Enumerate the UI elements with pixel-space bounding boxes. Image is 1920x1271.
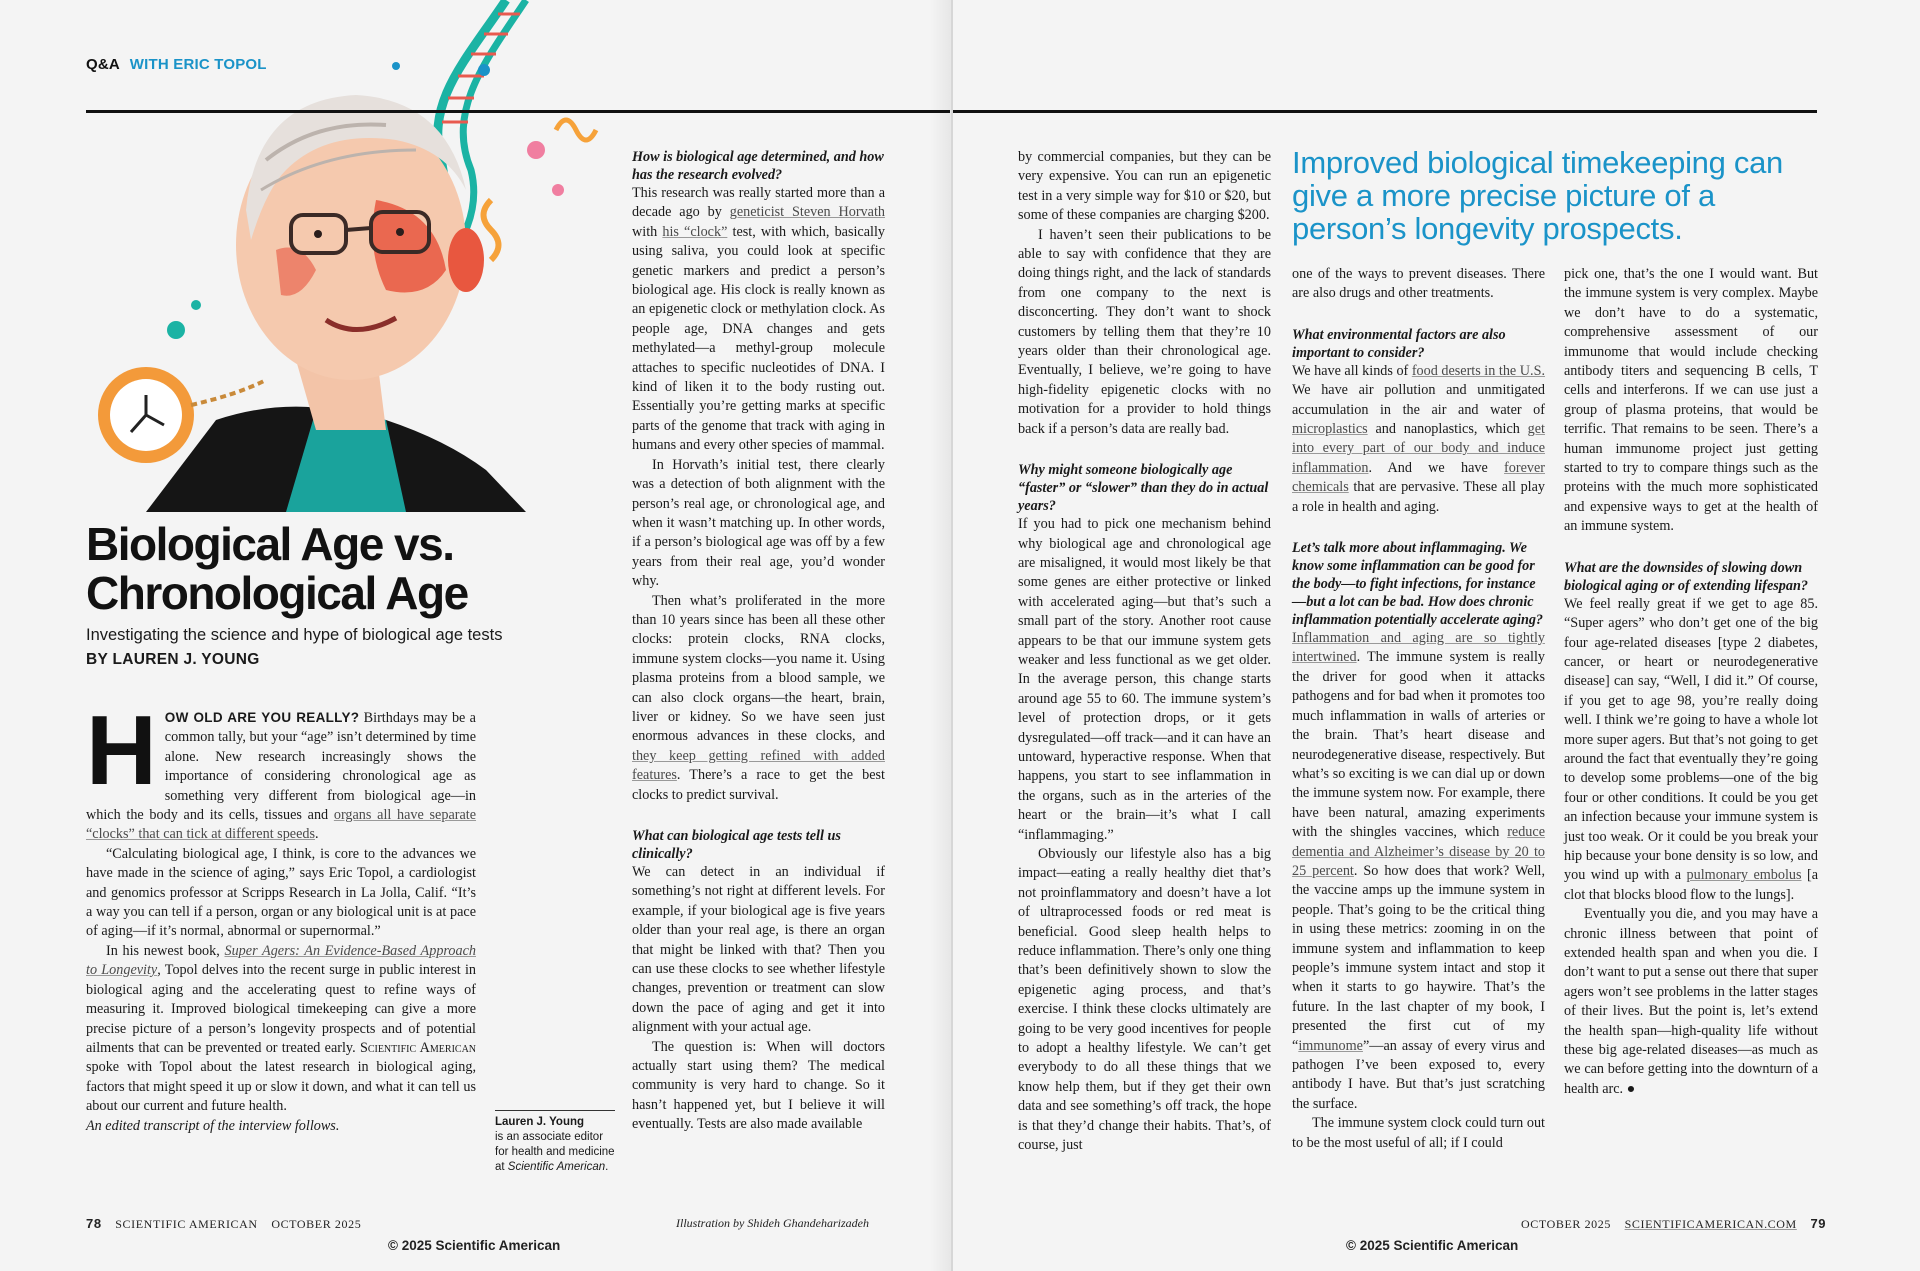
intro-paragraph xyxy=(86,695,477,845)
text-span: Then what’s proliferated in the more than 10 years since has been all these other clocks: protein clocks, RNA clocks, immune system clocks—you name it. Using plasma proteins from a blood sample, we can also clock organs—the heart, brain, liver or kidney. So we have seen just enormous advances in these clocks, and xyxy=(632,592,885,745)
text-span: . xyxy=(315,826,319,843)
pull-quote: Improved biological timekeeping can give a more precise picture of a person’s longevity prospects. xyxy=(1292,145,1783,246)
question: What environmental factors are also important to consider? xyxy=(1292,326,1506,361)
text-span: spoke with Topol about the latest research in biological aging, factors that might speed it up or slow it down, and what it can tell us about our current and future health. xyxy=(86,1059,476,1115)
column-1 xyxy=(86,695,477,1136)
answer: If you had to pick one mechanism behind why biological age and chronological age are misaligned, it would most likely be that some genes are either protective or linked with accelerated aging—but that’s such a small part of the story. Another root cause appears to be that our immune system gets weaker and less functional as we get older. In the average person, this change starts around age 55 to 60. The immune system’s level of protection drops, or it gets dysregulated—off track—and it can have an untoward, hyperactive response. When that happens, you start to see inflammation in the organs, such as in the arteries of the heart or the brain—it’s what I call “inflammaging.” xyxy=(1018,516,1271,843)
headline-line-1: Biological Age vs. xyxy=(86,518,454,570)
illustration-credit: Illustration by Shideh Ghandeharizadeh xyxy=(676,1216,869,1230)
column-4 xyxy=(1292,265,1545,1153)
right-folio xyxy=(1521,1216,1826,1232)
question: Why might someone biologically age “faster” or “slower” than they do in actual years? xyxy=(1018,462,1269,515)
text-span: and nanoplastics, which xyxy=(1367,421,1528,438)
section-subject: WITH ERIC TOPOL xyxy=(129,56,267,73)
text-span: Birthdays may be a common tally, but your “age” isn’t determined by time alone. New research increasingly shows the importance of considering chronological age as something very different from biological age—in which the body and its cells, tissues and xyxy=(86,710,476,824)
folio-date: OCTOBER 2025 xyxy=(271,1217,362,1231)
portrait-illustration xyxy=(86,0,616,512)
article-link[interactable]: his “clock” xyxy=(662,223,728,240)
answer xyxy=(1564,595,1818,906)
text-span: . The immune system is really the driver for good when it attacks pathogens and for bad when it promotes too much inflammation in walls of arteries or the brain. That’s heart disease and neurodegenerative disease, respectively. But what’s so exciting is we can dial up or down the immune system now. For example, there have been natural, amazing experiments with the shingles vaccines, which xyxy=(1292,649,1545,841)
article-link[interactable]: microplastics xyxy=(1292,421,1368,438)
text-span: [a clot that blocks blood flow to the lungs]. xyxy=(1564,867,1818,903)
question: What are the downsides of slowing down biological aging or of extending lifespan? xyxy=(1564,559,1808,594)
left-folio xyxy=(86,1216,361,1232)
lead-in: OW OLD ARE YOU REALLY? xyxy=(164,710,360,725)
paragraph: by commercial companies, but they can be very expensive. You can run an epigenetic test in a very simple way for $10 or $20, but some of these companies are charging $200. xyxy=(1018,149,1271,224)
author-bio xyxy=(495,1110,615,1175)
paragraph xyxy=(1564,905,1818,1099)
text-span: We have air pollution and unmitigated accumulation in the air and water of xyxy=(1292,382,1545,418)
copyright-notice: © 2025 Scientific American xyxy=(1346,1238,1519,1253)
question: How is biological age determined, and how has the research evolved? xyxy=(632,149,884,183)
text-span: that are pervasive. These all play a role in health and aging. xyxy=(1292,479,1545,515)
folio-date: OCTOBER 2025 xyxy=(1521,1217,1611,1231)
article-link[interactable]: they keep getting refined with added features xyxy=(632,747,885,784)
portrait-illustration-graphic xyxy=(86,0,616,512)
question: What can biological age tests tell us clinically? xyxy=(632,828,841,862)
dropcap: H xyxy=(86,695,157,805)
bio-publication: Scientific American xyxy=(507,1161,606,1173)
bio-text: . xyxy=(605,1161,609,1173)
headline-line-2: Chronological Age xyxy=(86,567,468,619)
question: Let’s talk more about inflammaging. We know some inflammation can be good for the body—to fight infections, for instance—but a lot can be bad. How does chronic inflammation potentially accelerate aging? xyxy=(1292,540,1544,629)
text-span: Eventually you die, and you may have a chronic illness between that point of extended health span and when you die. I don’t want to put a sense out there that super agers won’t see problems in the latter stages of their lives. But the point is, let’s extend the health span—high-quality life without these big age-related diseases—as much as we can before getting into the downturn of a health arc. xyxy=(1564,906,1818,1097)
article-link[interactable]: pulmonary embolus xyxy=(1686,867,1802,884)
paragraph xyxy=(86,942,476,1117)
column-2 xyxy=(632,148,885,1135)
paragraph: Obviously our lifestyle also has a big impact—eating a really healthy diet that’s not proinflammatory and doesn’t have a lot of ultraprocessed foods or red meat is beneficial. Good sleep health helps to reduce inflammation. There’s only one thing that’s been definitively shown to slow the epigenetic aging process, and that’s exercise. I think these clocks ultimately are going to be very good incentives for people to adopt a healthy lifestyle. We can’t get everybody to do all these things that we know help them, but if they get their own data and see something’s off track, the hope is that they’d change their habits. That’s, of course, just xyxy=(1018,846,1271,1154)
transcript-note: An edited transcript of the interview follows. xyxy=(86,1117,340,1134)
article-link[interactable]: get into every part of our body and induce inflammation xyxy=(1292,421,1545,476)
left-page xyxy=(0,0,952,1271)
paragraph: “Calculating biological age, I think, is core to the advances we have made in the science of aging,” says Eric Topol, a cardiologist and genomics professor at Scripps Research in La Jolla, Calif. “It’s a way you can tell if a person, organ or any biological unit is at pace of aging—if it’s normal, abnormal or supernormal.” xyxy=(86,845,476,940)
page-number: 78 xyxy=(86,1216,102,1231)
publication-name: Scientific American xyxy=(359,1039,477,1056)
article-dek: Investigating the science and hype of biological age tests xyxy=(86,626,503,644)
article-headline xyxy=(86,520,526,618)
paragraph: The question is: When will doctors actually start using them? The medical community is very hard to change. So it hasn’t happened yet, but I believe it will eventually. Tests are also made available xyxy=(632,1038,885,1133)
text-span: with xyxy=(632,223,663,240)
column-5 xyxy=(1564,265,1818,1099)
paragraph: The immune system clock could turn out to be the most useful of all; if I could xyxy=(1292,1115,1545,1151)
copyright-notice: © 2025 Scientific American xyxy=(388,1238,561,1253)
answer xyxy=(632,184,885,456)
text-span: . So how does that work? Well, the vaccine amps up the immune system in people. That’s going to be the critical thing in using these metrics: zooming in on the immune system and inflammation to keep people’s immune system intact and stop it when it starts to go haywire. That’s the future. In the last chapter of my book, I presented the first cut of my “ xyxy=(1292,862,1545,1054)
answer: We can detect in an individual if something’s not right at different levels. For example, if your biological age is five years older than your real age, is there an organ that might be linked with that? Then you can use these clocks to see whether lifestyle changes, prevention or treatment can slow down the pace of aging and get it into alignment with your actual age. xyxy=(632,864,885,1036)
bio-text: is an associate editor for health and medicine at xyxy=(495,1131,615,1173)
paragraph: I haven’t seen their publications to be able to say with confidence that they are doing things right, and the lack of standards from one company to the next is disconcerting. They don’t want to shock customers by telling them that they’re 10 years older than their chronological age. Eventually, I believe, we’re going to have high-fidelity epigenetic clocks with no motivation for a provider to hold things back if a person’s data are really bad. xyxy=(1018,226,1271,437)
paragraph: In Horvath’s initial test, there clearly was a detection of both alignment with the person’s real age, or chronological age, and when it wasn’t matching up. In other words, if a person’s biological age was off by a few years from their real age, you’d wonder why. xyxy=(632,456,885,590)
text-span: test, with which, basically using saliva, you could look at specific genetic markers and predict a person’s biological age. His clock is really known as an epigenetic clock or methylation clock. As people age, DNA changes and gets methylated—a methyl-group molecule attaches to specific nucleotides of DNA. I kind of liken it to the body rusting out. Essentially you’re getting marks at specific parts of the genome that track with aging in humans and every other species of mammal. xyxy=(632,223,886,454)
website-link[interactable]: SCIENTIFICAMERICAN.COM xyxy=(1624,1217,1797,1231)
answer xyxy=(1292,362,1545,517)
column-3 xyxy=(1018,148,1271,1156)
folio-publication: SCIENTIFIC AMERICAN xyxy=(115,1217,258,1231)
book-link[interactable]: Super Agers: An Evidence-Based Approach to Longevity xyxy=(86,942,476,979)
paragraph xyxy=(632,592,885,805)
article-link[interactable]: food deserts in the U.S. xyxy=(1411,362,1546,379)
text-span: ”—an assay of every virus and pathogen I’ve been exposed to, every antibody I have. But that’s just scratching the surface. xyxy=(1292,1037,1545,1112)
header-rule-right xyxy=(953,110,1817,113)
article-link[interactable]: immunome xyxy=(1298,1037,1363,1054)
right-page xyxy=(953,0,1920,1271)
author-name: Lauren J. Young xyxy=(495,1116,585,1128)
answer xyxy=(1292,629,1545,1114)
text-span: In his newest book, xyxy=(106,942,225,959)
article-byline: BY LAUREN J. YOUNG xyxy=(86,651,260,668)
article-link[interactable]: Inflammation and aging are so tightly intertwined xyxy=(1292,630,1545,666)
article-link[interactable]: organs all have separate “clocks” that can tick at different speeds xyxy=(86,807,477,843)
page-number: 79 xyxy=(1810,1216,1827,1231)
text-span: We feel really great if we get to age 85. “Super agers” who don’t get one of the big four age-related diseases [type 2 diabetes, cancer, or heart or neurodegenerative disease] can say, “Well, I did it.” Of course, if you get to age 98, you’re really doing well. I think we’re going to have a whole lot more super agers. But that’s not going to get around the fact that eventually they’re going to develop some problems—one of the big four or other conditions. It could be you get an infection because your immune system is just too weak. Or it could be you break your hip because your bone density is so low, and you wind up with a xyxy=(1564,595,1818,884)
article-link[interactable]: geneticist Steven Horvath xyxy=(729,204,885,221)
paragraph: pick one, that’s the one I would want. But the immune system is very complex. Maybe we don’t have to do a systematic, comprehensive assessment of our immunome that would include checking antibody titers and sequencing B cells, T cells and interferons. If we can use just a group of plasma proteins, that would be terrific. That remains to be seen. There’s a human immunome project just getting started to try to compare things such as the proteins with the much more sophisticated and expensive ways to get at the health of an immune system. xyxy=(1564,266,1818,535)
gutter-shadow xyxy=(930,0,952,1271)
paragraph: one of the ways to prevent diseases. There are also drugs and other treatments. xyxy=(1292,266,1545,302)
header-rule-left xyxy=(86,110,950,113)
text-span: . And we have xyxy=(1368,459,1505,476)
section-label: Q&A xyxy=(86,56,120,73)
article-link[interactable]: reduce dementia and Alzheimer’s disease by 20 to 25 percent xyxy=(1292,824,1545,879)
end-mark: ● xyxy=(1626,1080,1636,1097)
article-link[interactable]: forever chemicals xyxy=(1292,459,1545,496)
text-span: . There’s a race to get the best clocks to predict survival. xyxy=(632,767,885,803)
text-span: We have all kinds of xyxy=(1292,362,1412,379)
text-span: , Topol delves into the recent surge in public interest in biological aging and the accelerating quest to refine ways of measuring it. Improved biological timekeeping can give a more precise picture of a person’s longevity prospects and of potential ailments that can be prevented or treated early. xyxy=(86,962,476,1056)
text-span: This research was really started more than a decade ago by xyxy=(632,185,885,221)
